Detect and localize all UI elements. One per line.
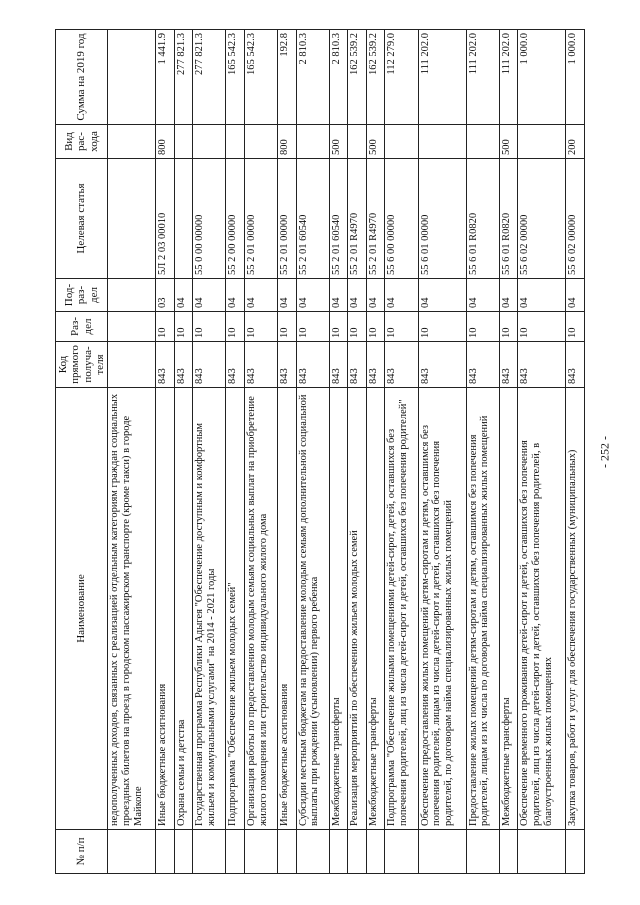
rotated-page [55, 30, 585, 874]
budget-table [55, 29, 585, 874]
table-row [566, 30, 585, 874]
cell-subsection: 04 [174, 279, 193, 312]
cell-num [385, 830, 418, 874]
cell-num [348, 830, 367, 874]
cell-recipient: 843 [499, 342, 518, 388]
cell-section: 10 [499, 312, 518, 342]
cell-section: 10 [156, 312, 175, 342]
cell-sum: 1 000.0 [518, 30, 566, 125]
cell-section: 10 [366, 312, 385, 342]
table-row [499, 30, 518, 874]
cell-target: 55 6 01 R0820 [466, 159, 499, 279]
cell-sum: 111 202.0 [418, 30, 466, 125]
cell-subsection: 04 [366, 279, 385, 312]
cell-sum: 2 810.3 [329, 30, 348, 125]
cell-section: 10 [278, 312, 297, 342]
cell-num [499, 830, 518, 874]
cell-sum: 111 202.0 [499, 30, 518, 125]
cell-target: 55 6 00 00000 [385, 159, 418, 279]
cell-section: 10 [296, 312, 329, 342]
table-row [156, 30, 175, 874]
cell-num [466, 830, 499, 874]
cell-expense [193, 125, 226, 159]
cell-expense [108, 125, 156, 159]
cell-section: 10 [226, 312, 245, 342]
cell-target: 55 2 00 00000 [226, 159, 245, 279]
cell-expense: 800 [278, 125, 297, 159]
cell-target: 55 6 02 00000 [518, 159, 566, 279]
cell-name: Межбюджетные трансферты [329, 388, 348, 830]
cell-sum: 162 539.2 [366, 30, 385, 125]
cell-num [174, 830, 193, 874]
table-row [174, 30, 193, 874]
cell-name: Иные бюджетные ассигнования [278, 388, 297, 830]
table-row [226, 30, 245, 874]
cell-sum: 1 000.0 [566, 30, 585, 125]
cell-target: 55 0 00 00000 [193, 159, 226, 279]
cell-sum: 111 202.0 [466, 30, 499, 125]
header-recipient: Код прямого получа-теля [56, 342, 108, 388]
cell-name: Реализация мероприятий по обеспечению жильем молодых семей [348, 388, 367, 830]
cell-subsection: 04 [466, 279, 499, 312]
cell-recipient: 843 [329, 342, 348, 388]
cell-num [418, 830, 466, 874]
cell-num [108, 830, 156, 874]
cell-expense: 500 [499, 125, 518, 159]
cell-subsection: 04 [499, 279, 518, 312]
cell-target: 55 2 01 R4970 [366, 159, 385, 279]
table-row [193, 30, 226, 874]
cell-section: 10 [244, 312, 277, 342]
cell-expense: 200 [566, 125, 585, 159]
cell-num [156, 830, 175, 874]
cell-num [296, 830, 329, 874]
cell-recipient: 843 [226, 342, 245, 388]
cell-section: 10 [174, 312, 193, 342]
cell-sum: 112 279.0 [385, 30, 418, 125]
cell-sum [108, 30, 156, 125]
cell-name: Государственная программа Республики Адыгея "Обеспечение доступным и комфортным жильем и коммунальными услугами" на 2014 - 2021 годы [193, 388, 226, 830]
cell-sum: 277 821.3 [193, 30, 226, 125]
cell-num [193, 830, 226, 874]
cell-subsection: 04 [226, 279, 245, 312]
cell-expense [385, 125, 418, 159]
cell-name: Обеспечение предоставления жилых помещений детям-сиротам и детям, оставшимся без попечения родителей, лицам из числа детей-сирот и детей, оставшихся без попечения родителей, по договорам найма специализированных жилых помещений [418, 388, 466, 830]
cell-subsection: 03 [156, 279, 175, 312]
cell-subsection: 04 [348, 279, 367, 312]
cell-subsection [108, 279, 156, 312]
cell-section [108, 312, 156, 342]
cell-recipient: 843 [518, 342, 566, 388]
cell-recipient [108, 342, 156, 388]
cell-section: 10 [193, 312, 226, 342]
cell-sum: 165 542.3 [244, 30, 277, 125]
cell-name: Подпрограмма "Обеспечение жильем молодых семей" [226, 388, 245, 830]
table-row [518, 30, 566, 874]
cell-target: 55 2 01 00000 [244, 159, 277, 279]
cell-subsection: 04 [278, 279, 297, 312]
cell-subsection: 04 [329, 279, 348, 312]
cell-num [518, 830, 566, 874]
cell-sum: 277 821.3 [174, 30, 193, 125]
cell-target: 5Л 2 03 00010 [156, 159, 175, 279]
cell-name: Обеспечение временного проживания детей-сирот и детей, оставшихся без попечения родителей, лиц из числа детей-сирот и детей, оставшихся без попечения родителей, в благоустроенных жилых помещениях [518, 388, 566, 830]
cell-recipient: 843 [296, 342, 329, 388]
cell-num [278, 830, 297, 874]
cell-expense [348, 125, 367, 159]
header-name: Наименование [56, 388, 108, 830]
page-number: - 252 - [597, 436, 612, 468]
cell-recipient: 843 [348, 342, 367, 388]
cell-target: 55 2 01 00000 [278, 159, 297, 279]
table-row [385, 30, 418, 874]
cell-target: 55 6 02 00000 [566, 159, 585, 279]
cell-subsection: 04 [244, 279, 277, 312]
cell-target: 55 2 01 60540 [296, 159, 329, 279]
cell-num [244, 830, 277, 874]
cell-recipient: 843 [156, 342, 175, 388]
cell-subsection: 04 [518, 279, 566, 312]
cell-section: 10 [329, 312, 348, 342]
header-subsection: Под-раз-дел [56, 279, 108, 312]
table-row [348, 30, 367, 874]
cell-recipient: 843 [244, 342, 277, 388]
cell-num [226, 830, 245, 874]
cell-expense [174, 125, 193, 159]
cell-recipient: 843 [418, 342, 466, 388]
cell-name: Закупка товаров, работ и услуг для обеспечения государственных (муниципальных) [566, 388, 585, 830]
table-row [296, 30, 329, 874]
table-row [278, 30, 297, 874]
cell-sum: 2 810.3 [296, 30, 329, 125]
table-row [366, 30, 385, 874]
cell-section: 10 [348, 312, 367, 342]
cell-name: Предоставление жилых помещений детям-сиротам и детям, оставшимся без попечения родителей, лицам из их числа по договорам найма специализированных жилых помещений [466, 388, 499, 830]
cell-section: 10 [518, 312, 566, 342]
cell-target [174, 159, 193, 279]
cell-expense [296, 125, 329, 159]
cell-name: Подпрограмма "Обеспечение жилыми помещениями детей-сирот, детей, оставшихся без попечения родителей, лиц из числа детей-сирот и детей, оставшихся без попечения родителей" [385, 388, 418, 830]
cell-num [566, 830, 585, 874]
table-row [418, 30, 466, 874]
header-section: Раз-дел [56, 312, 108, 342]
cell-target: 55 6 01 00000 [418, 159, 466, 279]
cell-subsection: 04 [193, 279, 226, 312]
header-num: № п/п [56, 830, 108, 874]
cell-section: 10 [466, 312, 499, 342]
cell-expense [418, 125, 466, 159]
cell-section: 10 [566, 312, 585, 342]
table-row [108, 30, 156, 874]
cell-recipient: 843 [193, 342, 226, 388]
cell-expense [466, 125, 499, 159]
cell-section: 10 [385, 312, 418, 342]
cell-sum: 192.8 [278, 30, 297, 125]
cell-recipient: 843 [385, 342, 418, 388]
cell-target: 55 2 01 60540 [329, 159, 348, 279]
cell-recipient: 843 [278, 342, 297, 388]
header-sum: Сумма на 2019 год [56, 30, 108, 125]
cell-recipient: 843 [566, 342, 585, 388]
cell-target [108, 159, 156, 279]
cell-subsection: 04 [418, 279, 466, 312]
cell-subsection: 04 [385, 279, 418, 312]
cell-name: Межбюджетные трансферты [499, 388, 518, 830]
cell-target: 55 6 01 R0820 [499, 159, 518, 279]
cell-expense [244, 125, 277, 159]
cell-recipient: 843 [466, 342, 499, 388]
cell-name: недополученных доходов, связанных с реализацией отдельным категориям граждан социальных проездных билетов на проезд в городском пассажирском транспорте (кроме такси) в городе Майкопе [108, 388, 156, 830]
cell-num [366, 830, 385, 874]
cell-target: 55 2 01 R4970 [348, 159, 367, 279]
cell-expense: 800 [156, 125, 175, 159]
cell-recipient: 843 [366, 342, 385, 388]
table-row [244, 30, 277, 874]
cell-subsection: 04 [296, 279, 329, 312]
table-row [466, 30, 499, 874]
cell-sum: 162 539.2 [348, 30, 367, 125]
table-header-row [56, 30, 108, 874]
cell-name: Организация работы по предоставлению молодым семьям социальных выплат на приобретение жилого помещения или строительство индивидуального жилого дома [244, 388, 277, 830]
cell-name: Охрана семьи и детства [174, 388, 193, 830]
header-expense: Вид рас-хода [56, 125, 108, 159]
cell-name: Субсидии местным бюджетам на предоставление молодым семьям дополнительной социальной выплаты при рождении (усыновлении) первого ребенка [296, 388, 329, 830]
cell-recipient: 843 [174, 342, 193, 388]
cell-expense [226, 125, 245, 159]
cell-expense [518, 125, 566, 159]
table-row [329, 30, 348, 874]
cell-name: Межбюджетные трансферты [366, 388, 385, 830]
cell-expense: 500 [366, 125, 385, 159]
cell-expense: 500 [329, 125, 348, 159]
cell-sum: 1 441.9 [156, 30, 175, 125]
cell-num [329, 830, 348, 874]
cell-section: 10 [418, 312, 466, 342]
header-target: Целевая статья [56, 159, 108, 279]
cell-sum: 165 542.3 [226, 30, 245, 125]
cell-subsection: 04 [566, 279, 585, 312]
cell-name: Иные бюджетные ассигнования [156, 388, 175, 830]
